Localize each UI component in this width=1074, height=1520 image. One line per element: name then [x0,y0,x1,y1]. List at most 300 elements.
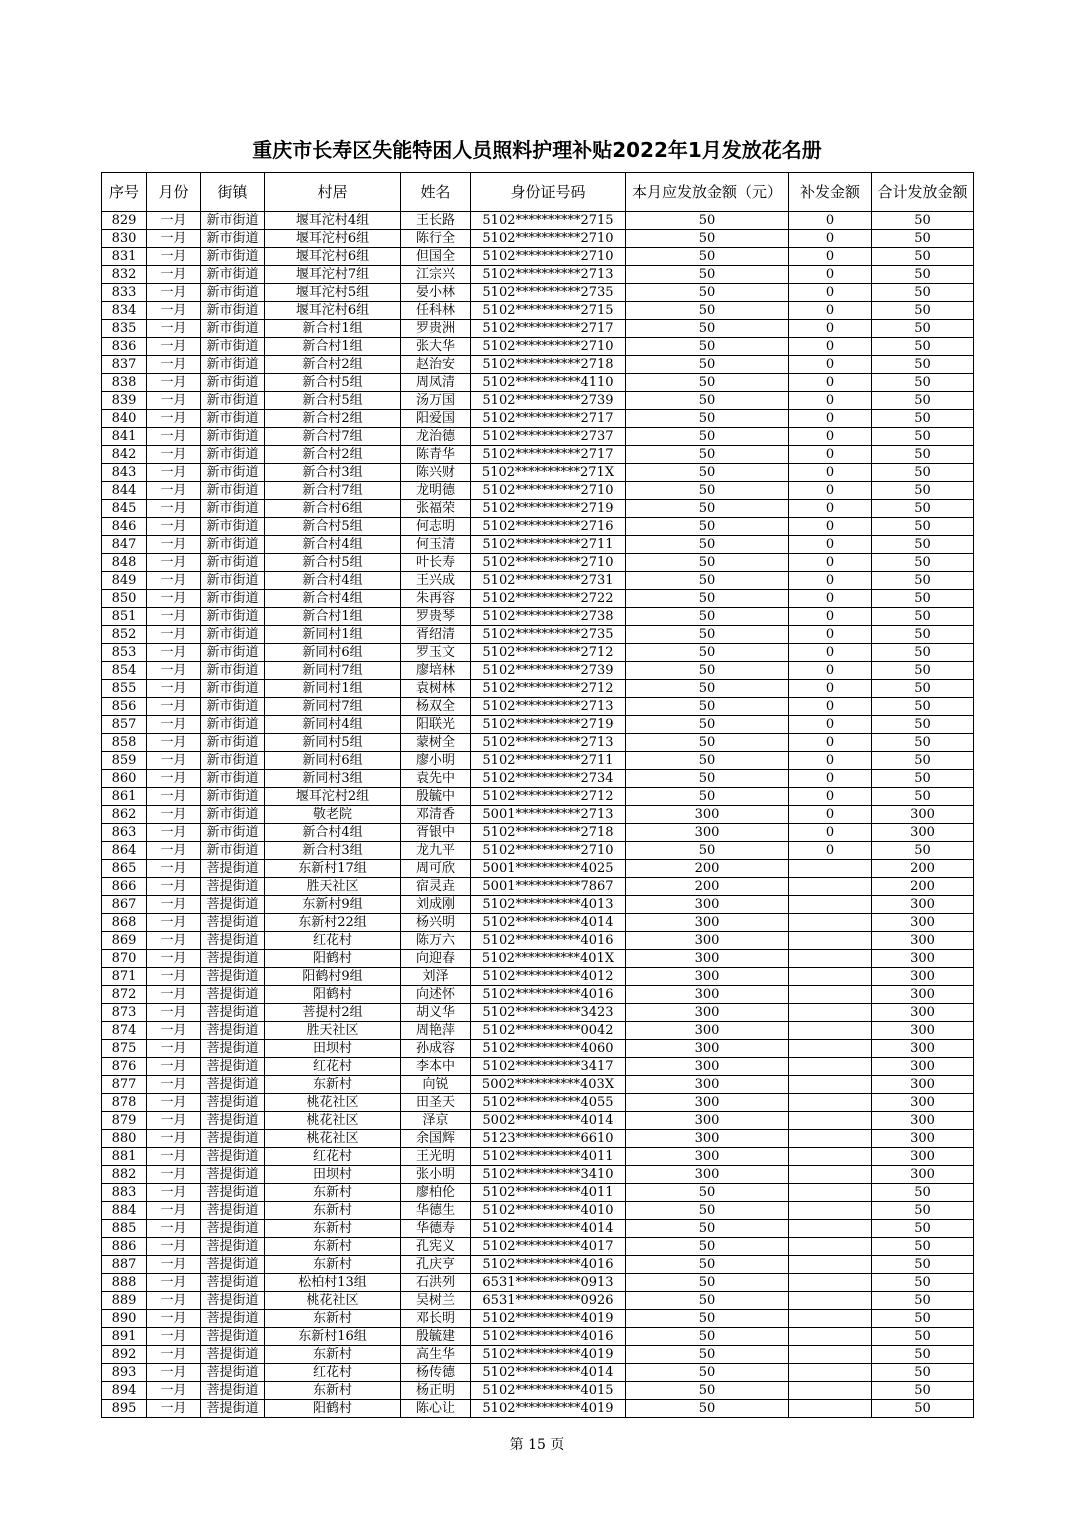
table-cell: 50 [626,1292,789,1310]
table-cell: 新市街道 [201,284,265,302]
table-cell: 50 [626,410,789,428]
table-cell: 0 [789,770,872,788]
table-cell [789,986,872,1004]
table-cell: 菩提街道 [201,1184,265,1202]
table-cell: 50 [626,680,789,698]
table-row [102,1184,974,1202]
table-cell: 50 [626,626,789,644]
table-cell: 新市街道 [201,842,265,860]
table-cell: 889 [102,1292,147,1310]
table-cell: 东新村9组 [265,896,401,914]
table-cell: 堰耳沱村5组 [265,284,401,302]
header-cell: 序号 [102,173,147,212]
table-cell: 0 [789,518,872,536]
table-cell: 0 [789,536,872,554]
table-cell: 向迎春 [401,950,471,968]
table-cell: 50 [626,374,789,392]
table-row [102,752,974,770]
table-cell: 5102**********3423 [471,1004,626,1022]
table-cell: 一月 [147,716,201,734]
table-row [102,410,974,428]
table-cell: 5102**********4019 [471,1310,626,1328]
table-cell: 一月 [147,1040,201,1058]
table-cell: 东新村 [265,1256,401,1274]
table-cell [789,950,872,968]
table-cell: 东新村 [265,1310,401,1328]
table-row [102,626,974,644]
table-cell: 859 [102,752,147,770]
table-cell: 50 [872,1310,974,1328]
table-cell: 5102**********2717 [471,446,626,464]
table-cell: 周凤清 [401,374,471,392]
table-cell: 孙成容 [401,1040,471,1058]
table-cell [789,1004,872,1022]
table-cell: 300 [626,986,789,1004]
table-row [102,482,974,500]
table-cell: 5102**********4014 [471,1364,626,1382]
table-cell: 5102**********2719 [471,716,626,734]
table-cell: 200 [626,860,789,878]
table-cell: 50 [872,518,974,536]
table-cell [789,1202,872,1220]
table-cell: 新市街道 [201,752,265,770]
table-cell: 0 [789,428,872,446]
table-cell: 5102**********2718 [471,356,626,374]
table-cell: 新市街道 [201,788,265,806]
table-body [102,212,974,1418]
table-cell: 菩提街道 [201,1202,265,1220]
table-cell: 一月 [147,896,201,914]
table-cell: 832 [102,266,147,284]
table-row [102,356,974,374]
table-cell: 50 [872,752,974,770]
table-cell: 5102**********4110 [471,374,626,392]
table-cell: 5102**********3417 [471,1058,626,1076]
table-cell [789,1112,872,1130]
table-cell: 周艳萍 [401,1022,471,1040]
table-cell: 张福荣 [401,500,471,518]
table-cell: 新市街道 [201,518,265,536]
table-row [102,896,974,914]
table-cell: 300 [626,932,789,950]
table-cell: 袁树林 [401,680,471,698]
table-cell: 847 [102,536,147,554]
table-cell: 5102**********2715 [471,212,626,230]
table-cell: 829 [102,212,147,230]
table-cell: 5102**********4016 [471,1256,626,1274]
table-row [102,986,974,1004]
table-cell: 一月 [147,1382,201,1400]
table-cell: 殷毓建 [401,1328,471,1346]
table-cell: 一月 [147,860,201,878]
table-cell: 5102**********4016 [471,986,626,1004]
table-cell: 0 [789,212,872,230]
table-cell: 50 [626,662,789,680]
table-cell: 0 [789,392,872,410]
table-row [102,608,974,626]
table-cell: 田圣天 [401,1094,471,1112]
table-cell: 5102**********4012 [471,968,626,986]
table-row [102,1022,974,1040]
table-cell: 王长路 [401,212,471,230]
table-row [102,878,974,896]
table-cell: 敬老院 [265,806,401,824]
table-cell: 0 [789,500,872,518]
table-cell: 50 [626,356,789,374]
table-cell: 田坝村 [265,1166,401,1184]
table-cell: 50 [872,788,974,806]
table-cell: 300 [626,1112,789,1130]
table-cell: 新市街道 [201,428,265,446]
table-cell: 831 [102,248,147,266]
table-cell: 50 [872,212,974,230]
table-cell: 50 [626,266,789,284]
table-cell: 5102**********2712 [471,680,626,698]
table-cell: 6531**********0913 [471,1274,626,1292]
table-cell: 孔宪义 [401,1238,471,1256]
table-cell: 王光明 [401,1148,471,1166]
table-row [102,284,974,302]
table-cell: 0 [789,374,872,392]
table-cell: 5102**********2739 [471,392,626,410]
table-cell: 50 [626,1328,789,1346]
table-cell: 50 [626,770,789,788]
table-cell: 一月 [147,680,201,698]
table-cell: 新市街道 [201,806,265,824]
table-cell: 835 [102,320,147,338]
table-row [102,1274,974,1292]
table-cell: 50 [872,464,974,482]
table-cell: 菩提街道 [201,1220,265,1238]
table-cell [789,1310,872,1328]
table-cell: 830 [102,230,147,248]
table-cell: 50 [872,644,974,662]
table-cell: 300 [872,1022,974,1040]
table-cell: 300 [626,1022,789,1040]
table-cell: 菩提街道 [201,1166,265,1184]
table-cell: 菩提村2组 [265,1004,401,1022]
table-cell: 一月 [147,1346,201,1364]
table-cell: 田坝村 [265,1040,401,1058]
table-cell: 848 [102,554,147,572]
table-cell: 杨双全 [401,698,471,716]
table-cell: 一月 [147,302,201,320]
table-cell: 一月 [147,1400,201,1418]
table-cell: 菩提街道 [201,878,265,896]
table-cell: 50 [626,212,789,230]
table-cell: 0 [789,464,872,482]
table-cell: 0 [789,824,872,842]
table-cell [789,932,872,950]
table-cell: 新市街道 [201,356,265,374]
table-cell: 50 [626,554,789,572]
table-cell: 一月 [147,878,201,896]
table-cell: 50 [872,356,974,374]
table-cell: 858 [102,734,147,752]
table-row [102,1130,974,1148]
table-cell: 新合村4组 [265,536,401,554]
table-cell: 0 [789,590,872,608]
table-cell: 一月 [147,806,201,824]
table-cell: 一月 [147,212,201,230]
table-cell: 廖柏伦 [401,1184,471,1202]
table-cell: 50 [872,284,974,302]
table-cell: 50 [872,1292,974,1310]
table-cell: 邓长明 [401,1310,471,1328]
table-cell: 837 [102,356,147,374]
table-cell: 新市街道 [201,644,265,662]
table-cell: 5102**********4015 [471,1382,626,1400]
table-cell: 50 [626,1238,789,1256]
table-cell: 一月 [147,410,201,428]
table-cell: 50 [872,662,974,680]
table-row [102,1364,974,1382]
table-row [102,554,974,572]
table-cell [789,1058,872,1076]
table-cell: 菩提街道 [201,968,265,986]
table-cell [789,1130,872,1148]
table-cell: 一月 [147,1076,201,1094]
table-cell: 堰耳沱村4组 [265,212,401,230]
table-cell: 50 [626,338,789,356]
table-row [102,1076,974,1094]
table-cell: 新合村4组 [265,590,401,608]
table-cell: 一月 [147,1004,201,1022]
table-cell: 50 [626,446,789,464]
table-row [102,1058,974,1076]
table-cell: 5102**********2710 [471,248,626,266]
table-cell: 新合村5组 [265,518,401,536]
table-cell: 一月 [147,356,201,374]
table-cell: 50 [626,1202,789,1220]
table-cell: 50 [626,1256,789,1274]
table-cell: 菩提街道 [201,1364,265,1382]
table-cell: 向述怀 [401,986,471,1004]
table-cell: 新市街道 [201,446,265,464]
header-cell: 合计发放金额 [872,173,974,212]
table-cell: 吴树兰 [401,1292,471,1310]
table-cell: 5123**********6610 [471,1130,626,1148]
table-cell: 838 [102,374,147,392]
table-cell: 阳爱国 [401,410,471,428]
table-cell: 50 [872,338,974,356]
table-cell: 50 [626,788,789,806]
table-cell: 50 [872,1364,974,1382]
table-cell: 5102**********4016 [471,932,626,950]
table-cell: 龙治德 [401,428,471,446]
table-row [102,914,974,932]
table-cell: 50 [872,1202,974,1220]
table-cell: 一月 [147,1094,201,1112]
table-cell: 新市街道 [201,374,265,392]
table-cell: 856 [102,698,147,716]
table-row [102,1040,974,1058]
table-cell: 菩提街道 [201,1346,265,1364]
table-cell: 泽京 [401,1112,471,1130]
table-cell: 新市街道 [201,302,265,320]
table-cell: 蒙树全 [401,734,471,752]
table-cell: 5001**********4025 [471,860,626,878]
table-cell: 5102**********2710 [471,842,626,860]
table-cell: 50 [626,1400,789,1418]
table-cell: 842 [102,446,147,464]
table-cell: 菩提街道 [201,1004,265,1022]
table-cell: 5102**********2717 [471,320,626,338]
table-cell: 王兴成 [401,572,471,590]
table-cell: 红花村 [265,1058,401,1076]
table-row [102,1328,974,1346]
table-cell: 5102**********4011 [471,1148,626,1166]
table-cell: 846 [102,518,147,536]
header-cell: 补发金额 [789,173,872,212]
table-cell: 300 [872,1166,974,1184]
table-cell: 廖培林 [401,662,471,680]
table-cell: 50 [626,428,789,446]
table-cell: 刘成刚 [401,896,471,914]
table-row [102,860,974,878]
table-cell: 50 [626,1346,789,1364]
table-cell: 5102**********2715 [471,302,626,320]
table-row [102,1112,974,1130]
table-cell: 朱再容 [401,590,471,608]
table-cell: 879 [102,1112,147,1130]
table-cell: 50 [872,1220,974,1238]
table-header-row [102,173,974,212]
table-cell: 5102**********2735 [471,284,626,302]
table-cell: 50 [872,608,974,626]
table-cell: 但国全 [401,248,471,266]
table-cell: 一月 [147,1238,201,1256]
table-cell: 东新村 [265,1076,401,1094]
table-cell: 一月 [147,1022,201,1040]
header-cell: 月份 [147,173,201,212]
table-cell: 873 [102,1004,147,1022]
table-row [102,212,974,230]
table-cell: 865 [102,860,147,878]
table-cell: 0 [789,338,872,356]
table-cell: 833 [102,284,147,302]
table-cell: 杨传德 [401,1364,471,1382]
table-row [102,428,974,446]
table-cell: 张大华 [401,338,471,356]
table-cell: 新合村3组 [265,842,401,860]
table-cell: 50 [872,266,974,284]
table-cell: 300 [872,1094,974,1112]
table-cell: 东新村17组 [265,860,401,878]
table-cell: 菩提街道 [201,860,265,878]
table-cell: 石洪列 [401,1274,471,1292]
table-cell: 50 [626,1364,789,1382]
table-row [102,788,974,806]
table-cell: 杨兴明 [401,914,471,932]
table-cell: 5102**********4019 [471,1400,626,1418]
table-cell: 罗贵洲 [401,320,471,338]
table-cell: 陈青华 [401,446,471,464]
table-cell: 新合村4组 [265,572,401,590]
table-cell: 赵治安 [401,356,471,374]
table-cell: 一月 [147,572,201,590]
table-cell: 一月 [147,1274,201,1292]
table-cell: 新合村4组 [265,824,401,842]
table-cell: 新市街道 [201,248,265,266]
table-cell: 杨正明 [401,1382,471,1400]
table-cell: 堰耳沱村6组 [265,230,401,248]
table-cell: 菩提街道 [201,1040,265,1058]
table-row [102,1166,974,1184]
table-cell: 东新村 [265,1238,401,1256]
table-cell: 桃花社区 [265,1112,401,1130]
table-cell: 新合村6组 [265,500,401,518]
table-cell: 50 [626,842,789,860]
table-cell: 300 [626,914,789,932]
table-cell: 50 [872,572,974,590]
table-cell: 阳鹤村 [265,1400,401,1418]
table-cell: 852 [102,626,147,644]
table-cell [789,1364,872,1382]
table-cell: 菩提街道 [201,950,265,968]
table-cell: 50 [626,500,789,518]
table-cell: 桃花社区 [265,1130,401,1148]
table-cell: 892 [102,1346,147,1364]
table-cell: 5102**********2713 [471,698,626,716]
table-cell: 新合村7组 [265,428,401,446]
table-cell: 5102**********0042 [471,1022,626,1040]
table-cell: 堰耳沱村7组 [265,266,401,284]
table-cell: 晏小林 [401,284,471,302]
table-cell [789,1022,872,1040]
table-cell: 300 [626,806,789,824]
table-cell: 839 [102,392,147,410]
table-row [102,518,974,536]
table-cell: 300 [626,1130,789,1148]
table-cell: 300 [626,950,789,968]
table-cell: 50 [872,626,974,644]
table-cell: 854 [102,662,147,680]
table-cell: 300 [626,1148,789,1166]
table-cell: 一月 [147,518,201,536]
table-cell: 300 [872,1004,974,1022]
table-row [102,1238,974,1256]
table-cell: 菩提街道 [201,1382,265,1400]
table-cell: 一月 [147,1112,201,1130]
table-cell: 866 [102,878,147,896]
table-cell: 50 [872,1274,974,1292]
table-cell: 叶长寿 [401,554,471,572]
table-cell: 843 [102,464,147,482]
table-cell: 菩提街道 [201,1112,265,1130]
roster-table [101,172,974,1418]
table-cell: 孔庆亨 [401,1256,471,1274]
table-cell: 菩提街道 [201,914,265,932]
table-cell: 876 [102,1058,147,1076]
table-cell: 50 [626,716,789,734]
table-cell: 新市街道 [201,500,265,518]
table-cell: 东新村 [265,1184,401,1202]
table-cell: 0 [789,248,872,266]
table-cell: 50 [626,608,789,626]
table-cell: 5102**********4014 [471,914,626,932]
table-cell: 300 [872,824,974,842]
table-cell: 50 [872,770,974,788]
table-cell: 新市街道 [201,608,265,626]
table-cell: 300 [872,896,974,914]
table-cell: 何志明 [401,518,471,536]
table-cell: 50 [626,248,789,266]
table-cell: 新市街道 [201,554,265,572]
table-row [102,1094,974,1112]
table-cell: 5002**********4014 [471,1112,626,1130]
table-cell: 50 [872,680,974,698]
